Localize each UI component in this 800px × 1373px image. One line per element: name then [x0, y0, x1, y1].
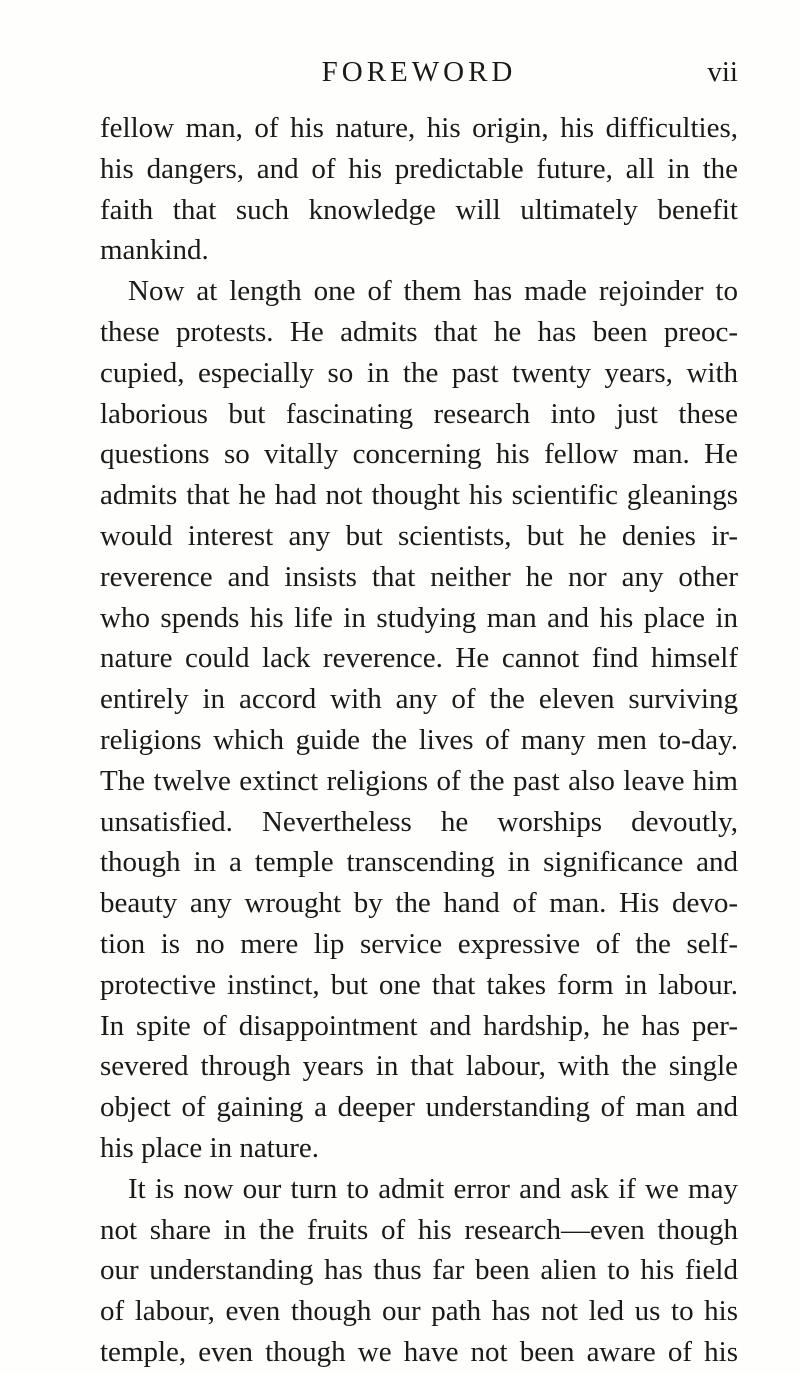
text-line: who spends his life in studying man and his place in	[100, 601, 738, 634]
text-line: laborious but fascinating research into just these	[100, 397, 738, 430]
text-line: Now at length one of them has made rejoinder to	[128, 275, 738, 308]
text-line: his dangers, and of his predictable future, all in the	[100, 152, 738, 185]
text-line: questions so vitally concerning his fellow man. He	[100, 438, 738, 471]
text-line: though in a temple transcending in significance and	[100, 846, 738, 879]
text-line: not share in the fruits of his research—even though	[100, 1213, 738, 1246]
text-line: It is now our turn to admit error and ask if we may	[128, 1172, 738, 1205]
text-line: religions which guide the lives of many men to-day.	[100, 723, 738, 756]
text-line: our understanding has thus far been alien to his field	[100, 1254, 738, 1287]
text-line: temple, even though we have not been aware of his	[100, 1335, 738, 1368]
text-line: tion is no mere lip service expressive of the self-	[100, 927, 738, 960]
text-line: faith that such knowledge will ultimately benefit	[100, 193, 738, 226]
text-line: severed through years in that labour, with the single	[100, 1050, 738, 1083]
text-line: The twelve extinct religions of the past also leave him	[100, 764, 738, 797]
text-line: protective instinct, but one that takes form in labour.	[100, 968, 738, 1001]
text-line: cupied, especially so in the past twenty years, with	[100, 356, 738, 389]
text-line: would interest any but scientists, but he denies ir-	[100, 519, 738, 552]
text-line: beauty any wrought by the hand of man. His devo-	[100, 887, 738, 920]
text-line: reverence and insists that neither he nor any other	[100, 560, 738, 593]
text-line: unsatisfied. Nevertheless he worships devoutly,	[100, 805, 738, 838]
page-number: vii	[707, 56, 738, 88]
text-line: In spite of disappointment and hardship, he has per-	[100, 1009, 738, 1042]
running-title: FOREWORD	[321, 56, 517, 88]
body-text	[100, 108, 738, 1373]
text-line: entirely in accord with any of the eleven surviving	[100, 683, 738, 716]
text-line: of labour, even though our path has not led us to his	[100, 1295, 738, 1328]
running-head	[100, 52, 738, 92]
text-line: fellow man, of his nature, his origin, his difficulties,	[100, 112, 738, 144]
text-line: nature could lack reverence. He cannot find himself	[100, 642, 738, 675]
text-line: these protests. He admits that he has been preoc-	[100, 315, 738, 348]
text-line: his place in nature.	[100, 1131, 320, 1164]
text-line: mankind.	[100, 234, 209, 267]
text-line: object of gaining a deeper understanding of man and	[100, 1091, 738, 1124]
text-line: admits that he had not thought his scientific gleanings	[100, 479, 738, 512]
